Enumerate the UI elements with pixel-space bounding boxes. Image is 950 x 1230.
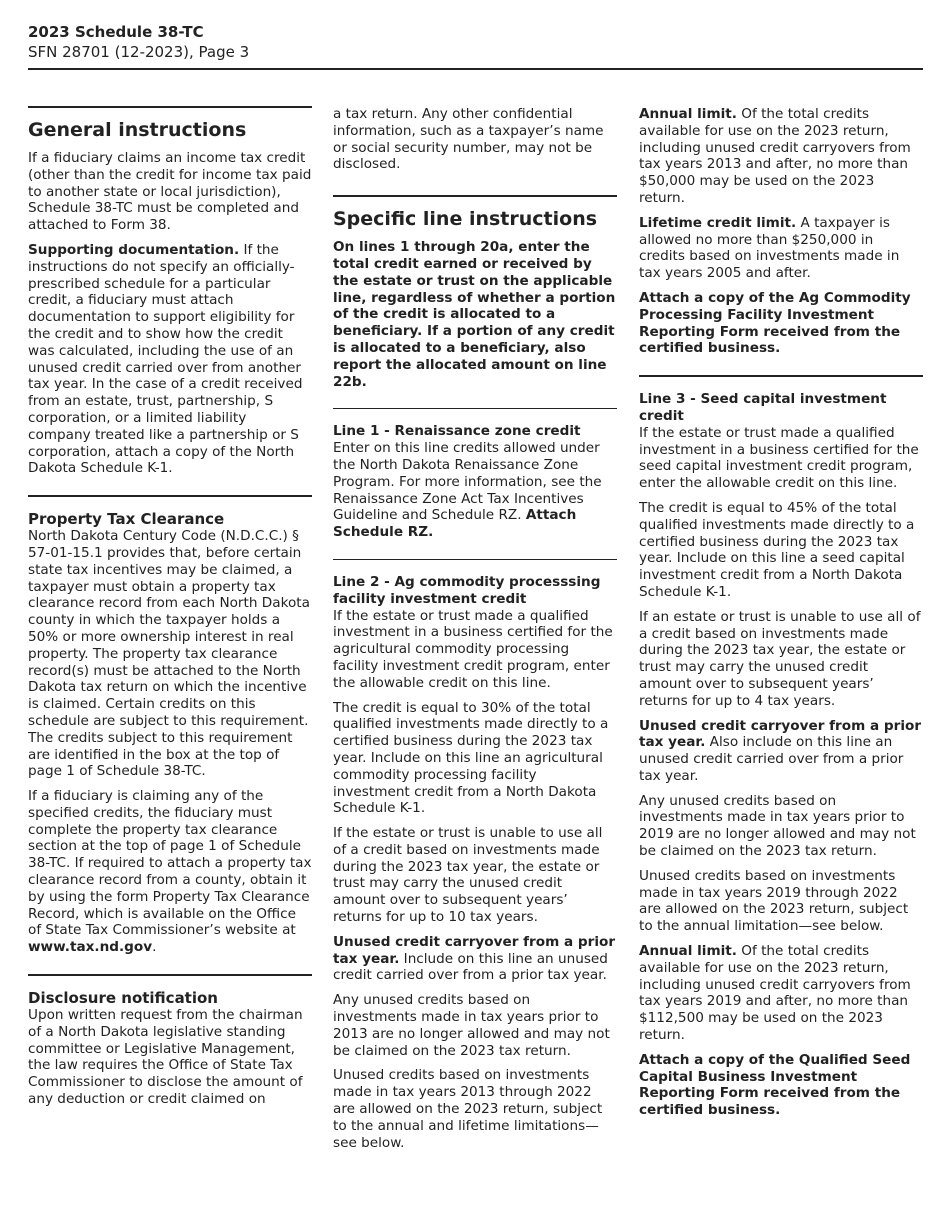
line-3-annual-label: Annual limit. xyxy=(639,943,737,960)
section-divider xyxy=(639,375,923,377)
line-2-paragraph-1: If the estate or trust made a qualified investment in a business certified for the agricultural commodity processing facility investment credit program, enter the allowable credit on this line. xyxy=(333,607,613,691)
line-2-paragraph-5: Any unused credits based on investments made in tax years prior to 2013 are no longer allowed and may not be claimed on the 2023 tax return. xyxy=(333,992,610,1059)
disclosure-paragraph: Upon written request from the chairman of a North Dakota legislative standing committee or Legislative Management, the law requires the Office of State Tax Commissioner to disclose the amount of any deduction or credit claimed on xyxy=(28,1007,303,1108)
line-1-text xyxy=(333,440,617,541)
specific-intro: On lines 1 through 20a, enter the total credit earned or received by the estate or trust on the applicable line, regardless of whether a portion of the credit is allocated to a beneficiary. If a portion of any credit is allocated to a beneficiary, also report the allocated amount on line 22b. xyxy=(333,239,616,390)
property-p2-text: If a fiduciary is claiming any of the specified credits, the fiduciary must complete the property tax clearance section at the top of page 1 of Schedule 38-TC. If required to attach a property tax clearance record from a county, obtain it by using the form Property Tax Clearance Record, which is available on the Office of State Tax Commissioner’s website at xyxy=(28,788,312,939)
line-3-paragraph-2: The credit is equal to 45% of the total qualified investments made directly to a certified business during the 2023 tax year. Include on this line a seed capital investment credit from a North Dakota Schedule K-1. xyxy=(639,499,915,600)
supporting-documentation xyxy=(28,242,312,477)
section-divider xyxy=(333,195,617,197)
section-divider xyxy=(28,974,312,976)
line-2-paragraph-6: Unused credits based on investments made in tax years 2013 through 2022 are allowed on the 2023 return, subject to the annual and lifetime limitations—see below. xyxy=(333,1067,603,1151)
line-3-carryover-label: Unused credit carryover from a prior tax year. xyxy=(639,717,922,751)
line-3-carryover-text: Also include on this line an unused credit carried over from a prior tax year. xyxy=(639,734,904,784)
line-3-paragraph-5: Any unused credits based on investments made in tax years prior to 2019 are no longer allowed and may not be claimed on the 2023 tax return. xyxy=(639,792,916,860)
line-2-annual-label: Annual limit. xyxy=(639,106,737,122)
general-intro: If a fiduciary claims an income tax credit (other than the credit for income tax paid to another state or local jurisdiction), Schedule 38-TC must be completed and attached to Form 38. xyxy=(28,150,312,234)
general-instructions-heading: General instructions xyxy=(28,119,247,141)
line-2-carryover-text: Include on this line an unused credit carried over from a prior tax year. xyxy=(333,950,608,984)
column-1 xyxy=(28,106,312,1116)
line-2-paragraph-3: If the estate or trust is unable to use all of a credit based on investments made during the 2023 tax year, the estate or trust may carry the unused credit amount over to subsequent years’ returns for up to 10 tax years. xyxy=(333,825,603,926)
line-1-heading: Line 1 - Renaissance zone credit xyxy=(333,423,581,440)
line-3-paragraph-3: If an estate or trust is unable to use all of a credit based on investments made during the 2023 tax year, the estate or trust may carry the unused credit amount over to subsequent years’ returns for up to 4 tax years. xyxy=(639,608,921,709)
line-2-paragraph-2: The credit is equal to 30% of the total qualified investments made directly to a certified business during the 2023 tax year. Include on this line an agricultural commodity processing facility investment credit from a North Dakota Schedule K-1. xyxy=(333,699,609,817)
line-2-lifetime-text: A taxpayer is allowed no more than $250,000 in credits based on investments made in tax years 2005 and after. xyxy=(639,214,900,282)
line-3-paragraph-6: Unused credits based on investments made in tax years 2019 through 2022 are allowed on the 2023 return, subject to the annual limitation—see below. xyxy=(639,867,909,935)
section-divider xyxy=(28,106,312,108)
line-2-annual-limit xyxy=(639,106,923,207)
page-header xyxy=(28,22,249,62)
specific-line-instructions-heading: Specific line instructions xyxy=(333,208,598,231)
disclosure-heading: Disclosure notification xyxy=(28,989,218,1008)
line-3-annual-limit xyxy=(639,943,923,1044)
line-2-carryover-label: Unused credit carryover from a prior tax year. xyxy=(333,933,616,967)
section-divider xyxy=(333,559,617,560)
property-paragraph-2 xyxy=(28,788,312,956)
header-divider xyxy=(28,68,923,70)
line-3-annual-text: Of the total credits available for use on the 2023 return, including unused credit carryovers from tax years 2019 and after, no more than $112,500 may be used on the 2023 return. xyxy=(639,943,911,1044)
supporting-label: Supporting documentation. xyxy=(28,241,240,258)
line-1-body: Enter on this line credits allowed under the North Dakota Renaissance Zone Program. For more information, see the Renaissance Zone Act Tax Incentives Guideline and Schedule RZ. xyxy=(333,440,602,524)
supporting-text: If the instructions do not specify an officially-prescribed schedule for a particular credit, a fiduciary must attach documentation to support eligibility for the credit and to show how the credit was calculated, including the use of an unused credit carried over from another tax year. In the case of a credit received from an estate, trust, partnership, S corporation, or a limited liability company treated like a partnership or S corporation, attach a copy of the North Dakota Schedule K-1. xyxy=(28,241,303,477)
column-3 xyxy=(639,106,923,1127)
line-3-attach: Attach a copy of the Qualified Seed Capital Business Investment Reporting Form received from the certified business. xyxy=(639,1051,911,1119)
line-2-lifetime-limit xyxy=(639,215,923,282)
line-3-paragraph-1: If the estate or trust made a qualified investment in a business certified for the seed capital investment credit program, enter the allowable credit on this line. xyxy=(639,424,919,492)
line-2-annual-text: Of the total credits available for use on the 2023 return, including unused credit carryovers from tax years 2013 and after, no more than $50,000 may be used on the 2023 return. xyxy=(639,106,911,206)
section-divider xyxy=(333,408,617,409)
line-2-attach: Attach a copy of the Ag Commodity Processing Facility Investment Reporting Form received from the certified business. xyxy=(639,289,911,357)
line-2-carryover xyxy=(333,934,617,984)
column-2 xyxy=(333,106,617,1159)
line-2-lifetime-label: Lifetime credit limit. xyxy=(639,214,797,231)
line-1-attach: Attach Schedule RZ. xyxy=(333,507,577,541)
section-divider xyxy=(28,495,312,497)
form-title: 2023 Schedule 38-TC xyxy=(28,23,204,41)
website-link[interactable]: www.tax.nd.gov xyxy=(28,939,153,956)
form-number: SFN 28701 (12-2023), Page 3 xyxy=(28,43,250,61)
property-paragraph-1: North Dakota Century Code (N.D.C.C.) § 57-01-15.1 provides that, before certain state tax incentives may be claimed, a taxpayer must obtain a property tax clearance record from each North Dakota county in which the taxpayer holds a 50% or more ownership interest in real property. The property tax clearance record(s) must be attached to the North Dakota tax return on which the incentive is claimed. Certain credits on this schedule are subject to this requirement. The credits subject to this requirement are identified in the box at the top of page 1 of Schedule 38-TC. xyxy=(28,528,310,780)
line-3-carryover xyxy=(639,718,923,785)
line-3-heading: Line 3 - Seed capital investment credit xyxy=(639,391,887,424)
line-2-heading: Line 2 - Ag commodity processsing facility investment credit xyxy=(333,573,601,607)
disclosure-continued: a tax return. Any other confidential information, such as a taxpayer’s name or social security number, may not be disclosed. xyxy=(333,106,604,173)
property-p2-period: . xyxy=(152,939,157,956)
property-tax-clearance-heading: Property Tax Clearance xyxy=(28,510,225,529)
